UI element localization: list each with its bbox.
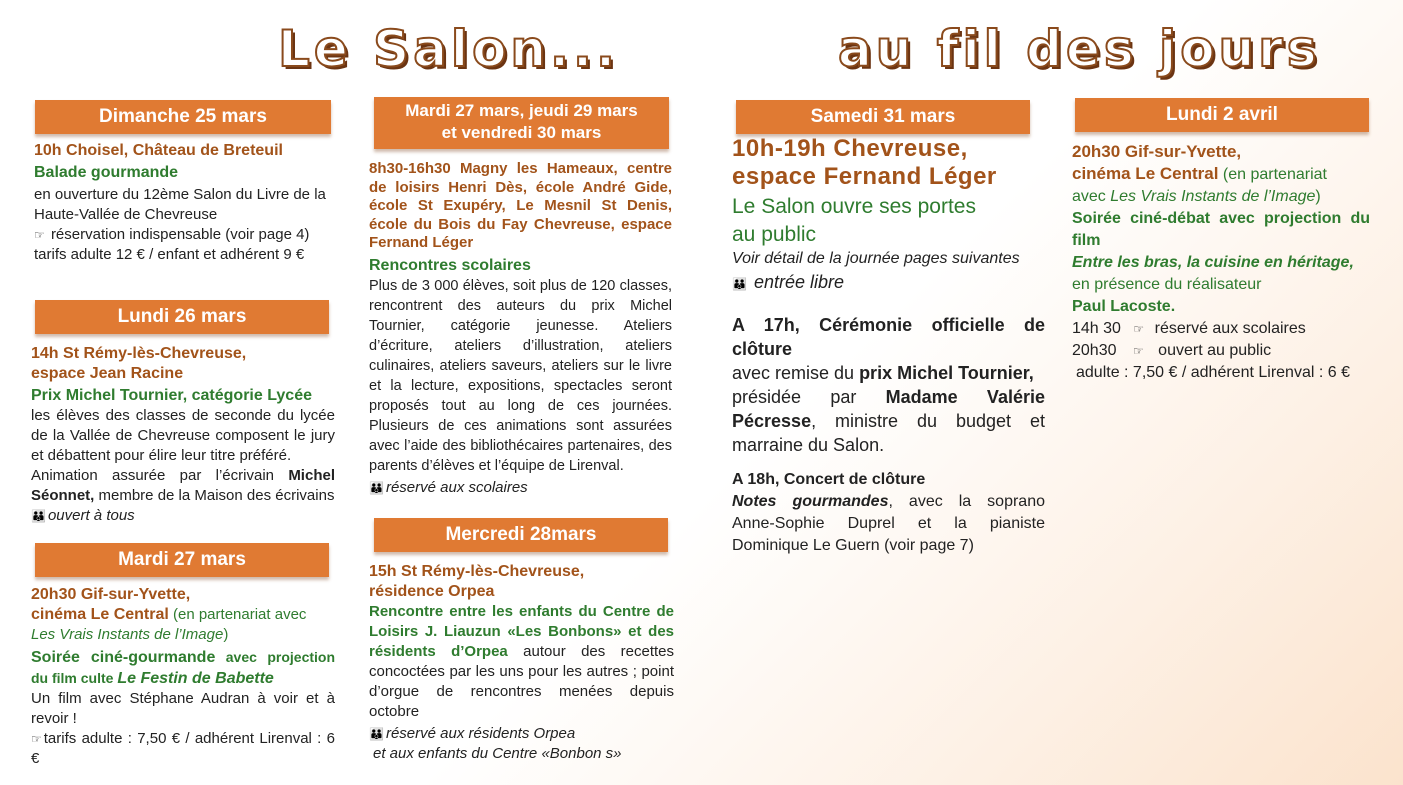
concert-title: , Concert de clôture [774, 471, 926, 488]
event-head: 15h St Rémy-lès-Chevreuse, [369, 563, 585, 580]
event-lundi-2-avril [1072, 141, 1370, 384]
event-dimanche-25 [34, 141, 332, 265]
event-sub: Rencontres scolaires [369, 256, 531, 274]
event-head: espace Jean Racine [31, 365, 184, 382]
event-note: réservation indispensable (voir page 4) [50, 226, 310, 243]
event-text: Plus de 3 000 élèves, soit plus de 120 classes, rencontrent des auteurs du prix Michel Tournier, catégorie jeunesse. Ateliers d’écriture, ateliers d’illustration, ateliers culinaires, ateliers saveurs, ateliers sur le livre et la lecture, expositions, spectacles seront proposés tout au long de ces journées. Plusieurs de ces animations sont assurées avec l’aide des bibliothécaires partenaires, des parents d’élèves et l’équipe de Lirenval. [369, 277, 672, 474]
event-anim: Animation assurée par l’écrivain [31, 467, 289, 484]
event-samedi-31 [732, 135, 1045, 557]
event-anim-end: membre de la Maison des écrivains [94, 487, 335, 504]
ceremony-prize: prix Michel Tournier, [859, 363, 1034, 383]
event-mardi-27 [31, 585, 335, 769]
event-reserved: réservé aux scolaires [385, 478, 528, 496]
ceremony-text: avec remise du [732, 363, 860, 383]
event-film: Entre les bras, la cuisine en héritage, [1072, 254, 1354, 271]
concert-text: , avec la soprano Anne-Sophie Duprel et la pianiste Dominique Le Guern (voir page 7) [732, 493, 1045, 554]
event-reserved: réservé aux scolaires [1154, 320, 1306, 337]
event-head: cinéma Le Central [1072, 164, 1219, 183]
event-text: Un film avec Stéphane Audran à voir et à revoir ! [31, 690, 335, 727]
event-open: ouvert à tous [47, 507, 135, 524]
title-left: Le Salon... [278, 20, 619, 78]
event-time: 20h30 [1072, 342, 1117, 359]
event-sub2: avec projection du film culte [31, 649, 336, 686]
event-sub: Soirée ciné-gourmande [31, 649, 216, 666]
event-film: Le Festin de Babette [117, 670, 274, 687]
event-partner: (en partenariat avec [168, 606, 307, 623]
hand-pointer-icon: ☞ [34, 228, 43, 242]
ceremony-text: présidée par [732, 387, 886, 407]
event-head: 10h-19h Chevreuse, [732, 135, 968, 162]
people-icon: 👪 [31, 509, 44, 523]
banner-mardi-jeudi-vendredi [374, 97, 669, 149]
ceremony [732, 313, 1045, 457]
event-partner: (en partenariat [1218, 166, 1327, 183]
event-head: 8h30-16h30 Magny les Hameaux, centre de loisirs Henri Dès, école André Gide, école St Exupéry, Le Mesnil St Denis, école du Bois du Fay Chevreuse, espace Fernand Léger [369, 160, 672, 251]
title-right: au fil des jours [838, 20, 1321, 78]
event-head: 20h30 Gif-sur-Yvette, [1072, 142, 1242, 161]
event-time: 14h 30 [1072, 320, 1121, 337]
hand-pointer-icon: ☞ [1132, 344, 1142, 358]
event-partner-name: Les Vrais Instants de l’Image [1110, 188, 1316, 205]
event-head: 14h St Rémy-lès-Chevreuse, [31, 345, 247, 362]
event-tarif: tarifs adulte 12 € / enfant et adhérent 9 € [34, 246, 305, 263]
ceremony-chair: Madame Valérie Pécresse [732, 387, 1045, 431]
event-sub: Soirée ciné-débat avec projection du film [1072, 210, 1370, 249]
event-head: cinéma Le Central [31, 606, 169, 623]
event-head: 20h30 Gif-sur-Yvette, [31, 586, 191, 603]
banner-mercredi-28: Mercredi 28mars [374, 518, 668, 552]
event-sub: Rencontre entre les enfants du Centre de Loisirs J. Liauzun «Les Bonbons» et des résidents d’Orpea [369, 603, 674, 660]
banner-samedi-31: Samedi 31 mars [736, 100, 1030, 134]
event-open: au public [732, 223, 817, 246]
banner-lundi-2-avril: Lundi 2 avril [1075, 98, 1369, 132]
event-mercredi-28 [369, 562, 674, 764]
event-partner-end: ) [223, 626, 229, 643]
event-reserved: et aux enfants du Centre «Bonbon s» [373, 745, 622, 762]
ceremony-title: A 17h, Cérémonie officielle de clôture [732, 315, 1045, 359]
event-text: en ouverture du 12ème Salon du Livre de la Haute-Vallée de Chevreuse [34, 186, 326, 223]
banner-line: et vendredi 30 mars [441, 123, 602, 142]
event-text: autour des recettes concoctées par les uns pour les autres ; point d’orgue de rencontres menées depuis octobre [369, 643, 674, 720]
event-detail: Voir détail de la journée pages suivantes [732, 250, 1020, 267]
event-lundi-26 [31, 344, 335, 526]
hand-pointer-icon: ☞ [31, 732, 40, 746]
event-open: Le Salon ouvre ses portes [732, 195, 976, 218]
event-presence: en présence du réalisateur [1072, 276, 1262, 293]
ceremony-text-end: , ministre du budget et marraine du Salon. [732, 411, 1045, 455]
concert-time: A 18h [732, 471, 775, 488]
event-sub: Balade gourmande [34, 164, 179, 181]
event-head: espace Fernand Léger [732, 163, 997, 190]
event-reserved: réservé aux résidents Orpea [385, 725, 576, 742]
banner-line: Mardi 27 mars, jeudi 29 mars [405, 101, 638, 120]
hand-pointer-icon: ☞ [1133, 322, 1143, 336]
event-partner-end: ) [1315, 188, 1321, 205]
banner-dimanche-25: Dimanche 25 mars [35, 100, 331, 134]
event-partner: avec [1072, 188, 1111, 205]
event-author: Michel Séonnet, [31, 467, 335, 504]
event-partner-name: Les Vrais Instants de l’Image [31, 626, 224, 643]
event-tarif: adulte : 7,50 € / adhérent Lirenval : 6 € [1076, 364, 1350, 381]
event-free: entrée libre [753, 272, 845, 292]
event-scolaires [369, 160, 672, 498]
event-open: ouvert au public [1158, 342, 1272, 359]
event-text: les élèves des classes de seconde du lycée de la Vallée de Chevreuse composent le jury et débattent pour élire leur titre préféré. [31, 407, 335, 464]
banner-lundi-26: Lundi 26 mars [35, 300, 329, 334]
event-director: Paul Lacoste. [1072, 298, 1176, 315]
event-tarif: tarifs adulte : 7,50 € / adhérent Lirenval : 6 € [31, 730, 335, 767]
concert [732, 469, 1045, 557]
people-icon: 👪 [369, 727, 382, 741]
banner-mardi-27: Mardi 27 mars [35, 543, 329, 577]
concert-name: Notes gourmandes [732, 493, 889, 510]
event-sub: Prix Michel Tournier, catégorie Lycée [31, 387, 312, 404]
event-head: résidence Orpea [369, 583, 495, 600]
people-icon: 👪 [732, 277, 745, 291]
event-head: 10h Choisel, Château de Breteuil [34, 142, 283, 159]
people-icon: 👪 [369, 480, 382, 495]
